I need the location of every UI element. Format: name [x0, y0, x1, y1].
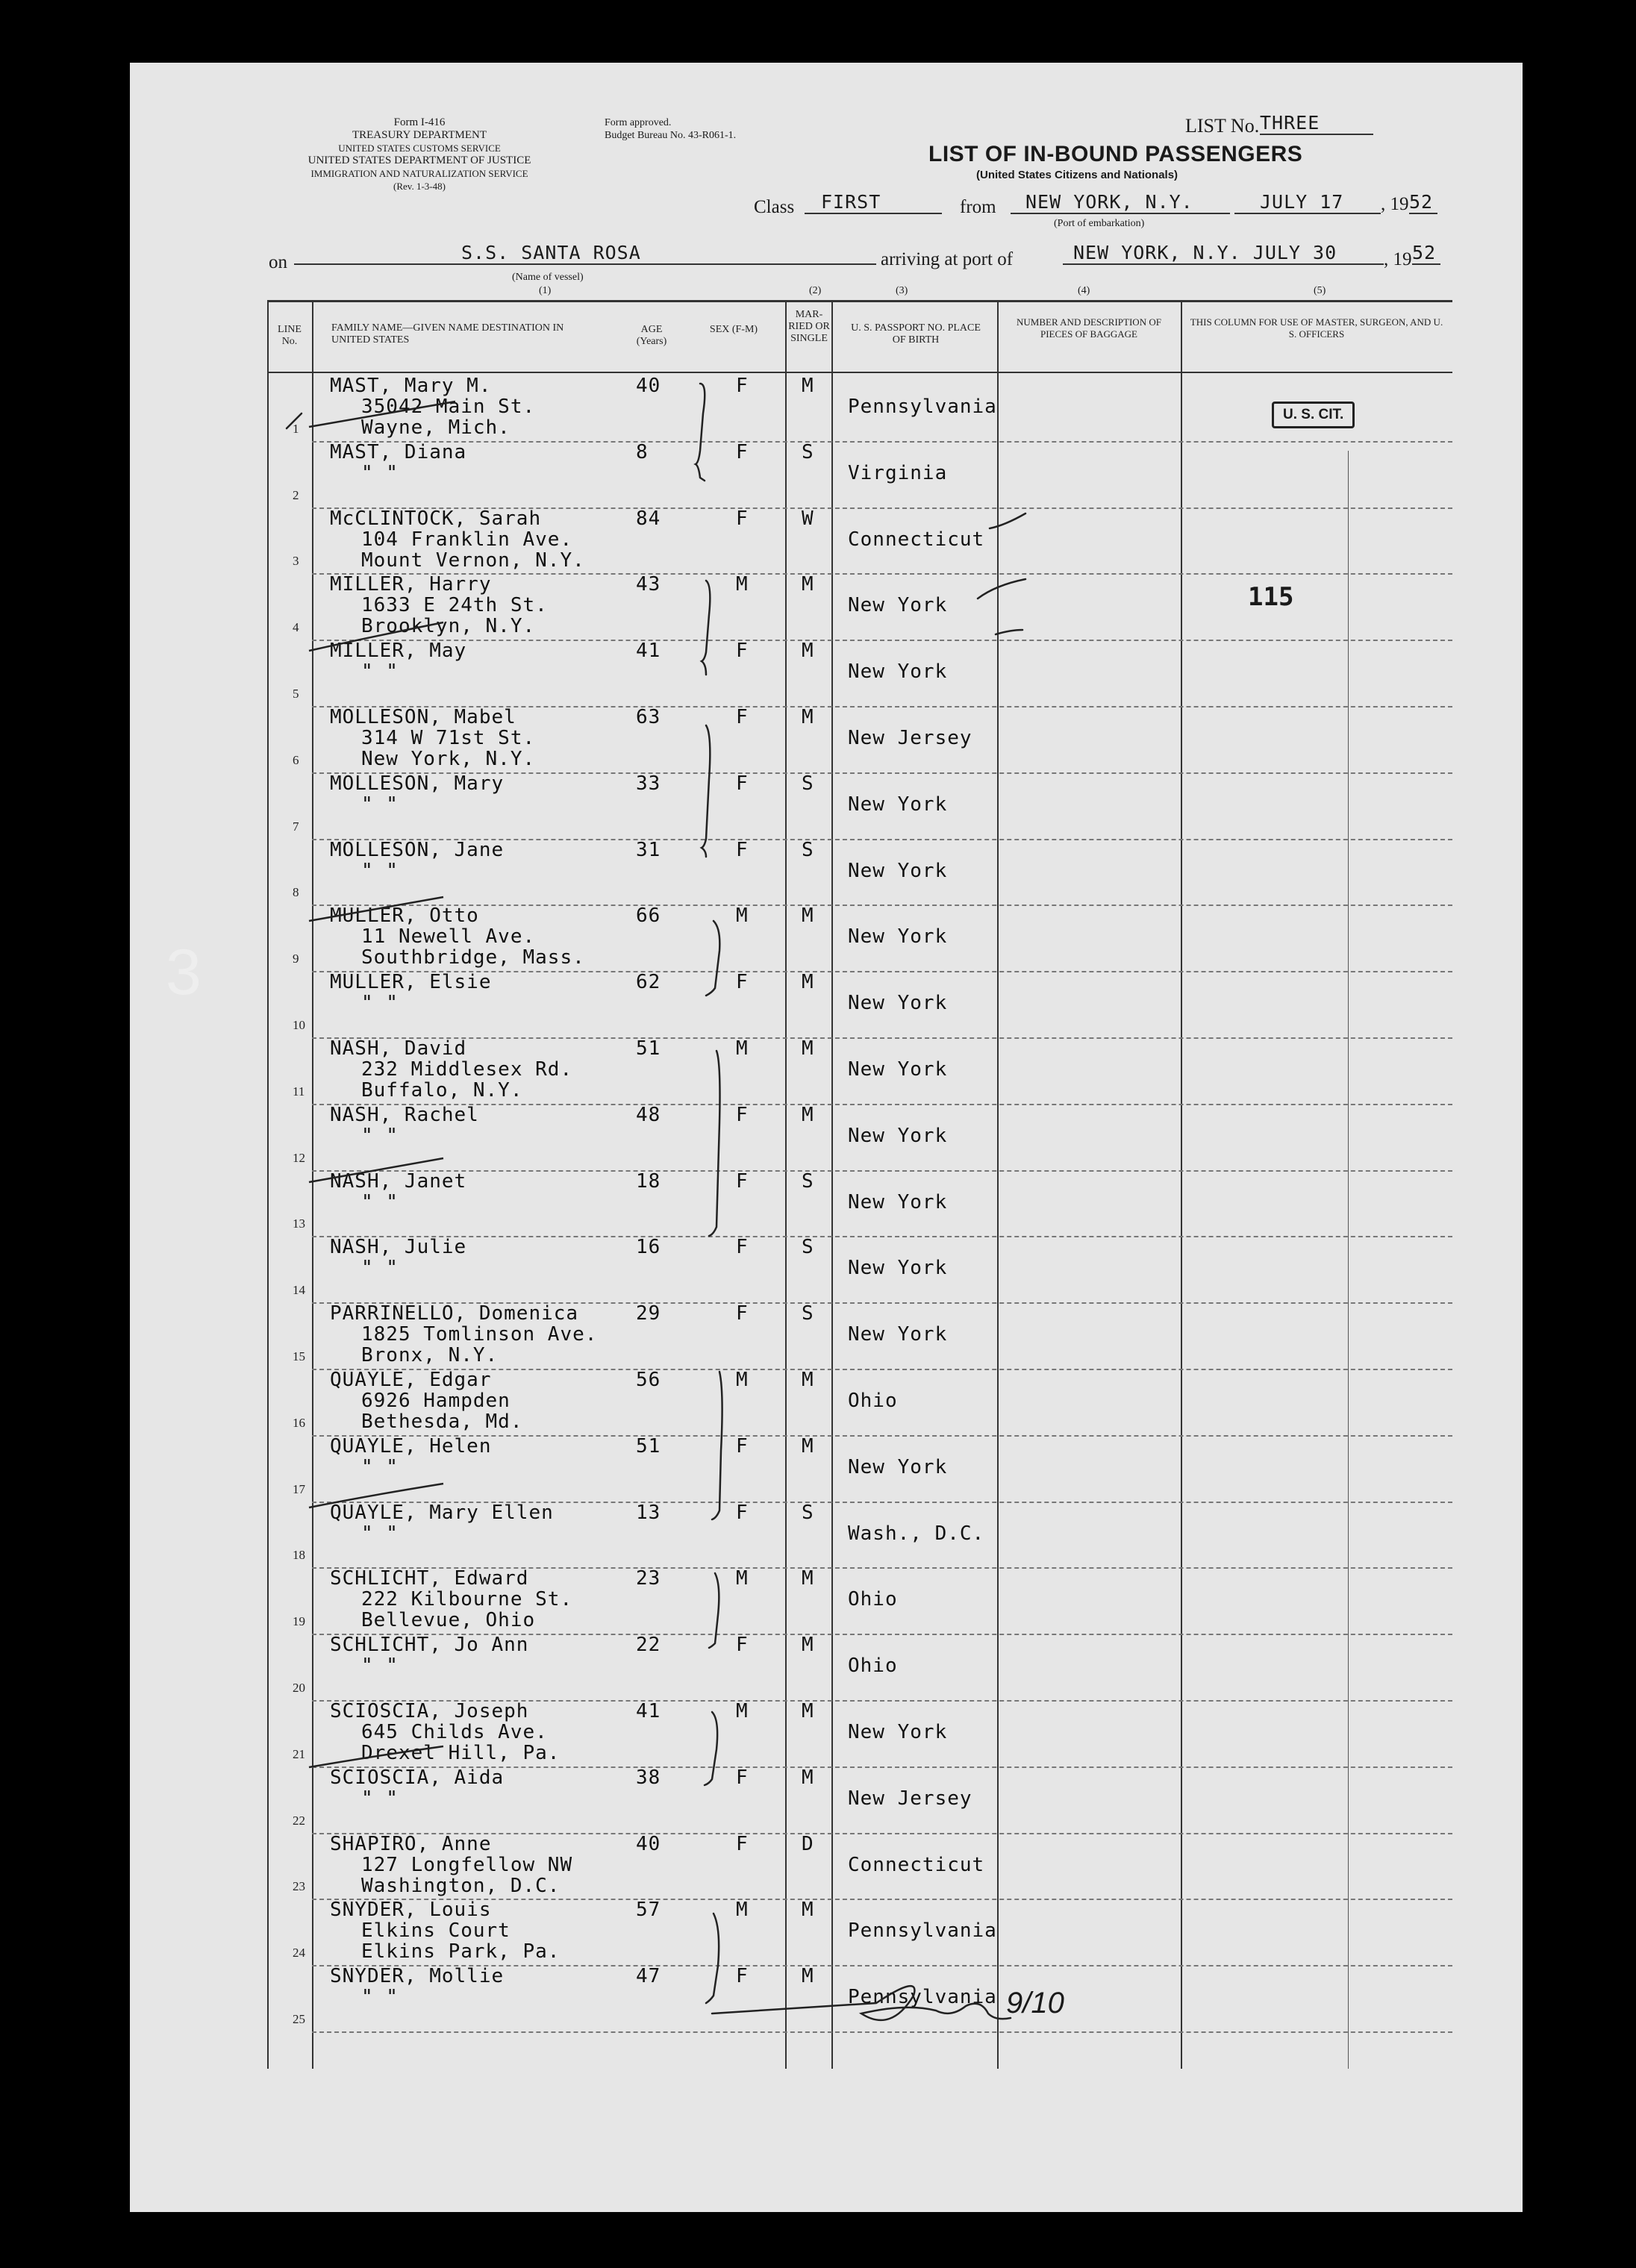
passenger-age: 48: [636, 1103, 661, 1126]
place-of-birth: New Jersey: [848, 727, 972, 749]
list-number: THREE: [1260, 112, 1373, 135]
passenger-sex: F: [736, 706, 749, 728]
passenger-sex: M: [736, 1369, 749, 1391]
brace-quayle: [712, 1372, 722, 1519]
passenger-name: QUAYLE, Mary Ellen: [330, 1501, 554, 1524]
passenger-sex: F: [736, 640, 749, 663]
class-label: Class: [754, 197, 795, 217]
marital-status: M: [802, 1899, 814, 1922]
budget-bureau: Budget Bureau No. 43-R061-1.: [605, 130, 737, 141]
passenger-sex: F: [736, 838, 749, 861]
col5-caption: (5): [1314, 285, 1326, 296]
marital-status: S: [802, 772, 814, 795]
line-number: 18: [293, 1548, 305, 1563]
marital-status: M: [802, 1567, 814, 1590]
marital-status: M: [802, 706, 814, 728]
passenger-sex: F: [736, 1434, 749, 1458]
line-number: 16: [293, 1415, 305, 1430]
place-of-birth: New York: [848, 1124, 948, 1147]
header-age: AGE (Years): [636, 324, 667, 347]
passenger-name: MILLER, Harry: [330, 573, 492, 596]
brace-nash: [709, 1051, 720, 1236]
passenger-age: 22: [636, 1634, 661, 1657]
address-line-1: " ": [361, 859, 399, 882]
line-number: 25: [293, 2012, 305, 2026]
passenger-name: SNYDER, Louis: [330, 1899, 492, 1922]
departure-year-prefix: , 19: [1381, 194, 1409, 214]
strike-mark: [309, 1484, 443, 1508]
address-line-1: 127 Longfellow NW: [361, 1853, 573, 1876]
passenger-sex: F: [736, 507, 749, 530]
place-of-birth: New York: [848, 660, 948, 684]
place-of-birth: Connecticut: [848, 528, 985, 551]
place-of-birth: Connecticut: [848, 1853, 985, 1876]
place-of-birth: New York: [848, 1721, 948, 1743]
header-baggage: NUMBER AND DESCRIPTION OF PIECES OF BAGGAGE: [1017, 316, 1161, 340]
brace-miller: [702, 581, 710, 675]
dept-ins: IMMIGRATION AND NATURALIZATION SERVICE: [310, 168, 528, 179]
form-approved: Form approved.: [605, 117, 672, 128]
passenger-age: 38: [636, 1766, 661, 1789]
signature-date: 9/10: [1006, 1987, 1064, 2019]
marital-status: M: [802, 640, 814, 663]
list-number-label: LIST No.: [1185, 115, 1260, 137]
address-line-2: Bethesda, Md.: [361, 1411, 523, 1433]
place-of-birth: New York: [848, 925, 948, 949]
address-line-2: Wayne, Mich.: [361, 416, 511, 439]
address-line-1: " ": [361, 1787, 399, 1810]
address-line-1: " ": [361, 1190, 399, 1213]
from-label: from: [960, 197, 996, 217]
brace-molleson: [702, 725, 710, 857]
strike-mark: [309, 897, 443, 921]
departure-date: JULY 17: [1234, 191, 1381, 214]
place-of-birth: New York: [848, 1190, 948, 1213]
marital-status: M: [802, 1634, 814, 1657]
passenger-name: MULLER, Elsie: [330, 971, 492, 994]
address-line-1: " ": [361, 660, 399, 684]
passenger-name: MULLER, Otto: [330, 905, 479, 928]
passenger-count: 115: [1248, 582, 1294, 612]
address-line-1: Elkins Court: [361, 1919, 511, 1943]
address-line-2: Washington, D.C.: [361, 1874, 561, 1897]
line-number: 11: [293, 1084, 305, 1099]
address-line-2: Brooklyn, N.Y.: [361, 615, 536, 638]
passenger-name: MOLLESON, Jane: [330, 838, 505, 861]
vessel-name: S.S. SANTA ROSA: [294, 242, 876, 265]
address-line-1: 1633 E 24th St.: [361, 594, 548, 617]
place-of-birth: Pennsylvania: [848, 1919, 997, 1943]
place-of-birth: Virginia: [848, 461, 948, 484]
passenger-sex: F: [736, 1103, 749, 1126]
passenger-age: 41: [636, 640, 661, 663]
place-of-birth: Ohio: [848, 1655, 898, 1678]
line-number: 4: [293, 620, 299, 635]
address-line-2: New York, N.Y.: [361, 748, 536, 770]
address-line-2: Buffalo, N.Y.: [361, 1079, 523, 1102]
address-line-2: Bronx, N.Y.: [361, 1344, 499, 1367]
marital-status: M: [802, 1766, 814, 1789]
passenger-sex: M: [736, 1899, 749, 1922]
passenger-sex: F: [736, 375, 749, 397]
address-line-1: " ": [361, 1655, 399, 1678]
strike-mark: [309, 622, 443, 651]
strike-mark: [309, 1746, 443, 1767]
signature: [712, 1986, 1011, 2020]
marital-status: M: [802, 1434, 814, 1458]
marital-status: M: [802, 375, 814, 397]
manifest-page: [130, 63, 1523, 2212]
address-line-1: 6926 Hampden: [361, 1390, 511, 1412]
passenger-name: MILLER, May: [330, 640, 467, 663]
address-line-1: " ": [361, 793, 399, 816]
passenger-age: 43: [636, 573, 661, 596]
arrival-year-prefix: , 19: [1384, 249, 1412, 269]
col3-caption: (3): [896, 285, 908, 296]
embarkation-port: NEW YORK, N.Y.: [1011, 191, 1230, 214]
passenger-sex: F: [736, 1302, 749, 1325]
address-line-1: " ": [361, 992, 399, 1015]
address-line-1: " ": [361, 1124, 399, 1147]
form-revision: (Rev. 1-3-48): [393, 181, 446, 192]
on-label: on: [269, 252, 287, 272]
passenger-sex: F: [736, 1832, 749, 1855]
passenger-name: NASH, Julie: [330, 1236, 467, 1259]
passenger-name: NASH, Janet: [330, 1169, 467, 1193]
passenger-sex: F: [736, 1766, 749, 1789]
passenger-age: 56: [636, 1369, 661, 1391]
line-number: 19: [293, 1614, 305, 1629]
marital-status: S: [802, 1236, 814, 1259]
line-number: 3: [293, 554, 299, 569]
address-line-2: Elkins Park, Pa.: [361, 1940, 561, 1964]
passenger-age: 51: [636, 1037, 661, 1060]
passenger-name: MAST, Diana: [330, 440, 467, 463]
brace-schlicht: [709, 1573, 719, 1648]
passenger-sex: F: [736, 772, 749, 795]
col1-caption: (1): [539, 285, 552, 296]
marital-status: M: [802, 1700, 814, 1722]
brace-scioscia: [705, 1712, 717, 1785]
marital-status: M: [802, 905, 814, 928]
passenger-name: MOLLESON, Mabel: [330, 706, 516, 728]
address-line-2: Bellevue, Ohio: [361, 1609, 536, 1632]
place-of-birth: Ohio: [848, 1588, 898, 1611]
place-of-birth: New York: [848, 1058, 948, 1081]
col2-caption: (2): [809, 285, 822, 296]
dept-justice: UNITED STATES DEPARTMENT OF JUSTICE: [307, 154, 531, 166]
passenger-age: 66: [636, 905, 661, 928]
brace-mast: [696, 384, 705, 481]
passenger-name: QUAYLE, Edgar: [330, 1369, 492, 1391]
passenger-sex: M: [736, 1567, 749, 1590]
passenger-age: 57: [636, 1899, 661, 1922]
line-number: 1: [293, 421, 299, 436]
handwritten-marks: [130, 63, 1523, 2212]
passenger-age: 47: [636, 1965, 661, 1988]
passenger-sex: F: [736, 1169, 749, 1193]
line-number: 22: [293, 1813, 305, 1828]
marital-status: M: [802, 1369, 814, 1391]
passenger-age: 18: [636, 1169, 661, 1193]
address-line-1: " ": [361, 1986, 399, 2009]
line-number: 23: [293, 1879, 305, 1894]
line-number: 5: [293, 687, 299, 701]
passenger-name: NASH, Rachel: [330, 1103, 479, 1126]
address-line-2: Mount Vernon, N.Y.: [361, 549, 585, 572]
passenger-name: NASH, David: [330, 1037, 467, 1060]
passenger-age: 40: [636, 1832, 661, 1855]
address-line-1: 104 Franklin Ave.: [361, 528, 573, 551]
marital-status: S: [802, 1501, 814, 1524]
col4-caption: (4): [1078, 285, 1090, 296]
departure-year: 52: [1409, 191, 1437, 214]
check-mark: [990, 513, 1025, 528]
check-mark: [996, 630, 1022, 634]
line-number: 17: [293, 1481, 305, 1496]
place-of-birth: Pennsylvania: [848, 1986, 997, 2009]
brace-snyder: [706, 1914, 719, 2003]
passenger-age: 84: [636, 507, 661, 530]
passenger-sex: M: [736, 1700, 749, 1722]
strike-mark: [309, 1158, 443, 1182]
address-line-1: 11 Newell Ave.: [361, 925, 536, 949]
passenger-age: 8: [636, 440, 649, 463]
line-number: 12: [293, 1150, 305, 1165]
line-number: 10: [293, 1018, 305, 1032]
passenger-age: 51: [636, 1434, 661, 1458]
place-of-birth: New York: [848, 1455, 948, 1478]
passenger-name: SNYDER, Mollie: [330, 1965, 505, 1988]
line-number: 21: [293, 1746, 305, 1761]
us-citizen-stamp: U. S. CIT.: [1272, 402, 1355, 428]
passenger-age: 63: [636, 706, 661, 728]
header-name: FAMILY NAME—GIVEN NAME DESTINATION IN UNITED STATES: [331, 322, 564, 346]
place-of-birth: Wash., D.C.: [848, 1522, 985, 1545]
address-line-1: 232 Middlesex Rd.: [361, 1058, 573, 1081]
passenger-sex: M: [736, 905, 749, 928]
line-number: 24: [293, 1946, 305, 1961]
passenger-sex: F: [736, 440, 749, 463]
line-number: 14: [293, 1283, 305, 1298]
passenger-sex: F: [736, 1236, 749, 1259]
margin-tick: [287, 413, 302, 428]
place-of-birth: New York: [848, 859, 948, 882]
passenger-sex: F: [736, 1634, 749, 1657]
marital-status: S: [802, 838, 814, 861]
address-line-1: 1825 Tomlinson Ave.: [361, 1323, 598, 1346]
passenger-age: 29: [636, 1302, 661, 1325]
place-of-birth: New York: [848, 1323, 948, 1346]
header-married: MAR- RIED OR SINGLE: [788, 309, 830, 344]
passenger-age: 23: [636, 1567, 661, 1590]
passenger-name: SCHLICHT, Jo Ann: [330, 1634, 529, 1657]
marital-status: M: [802, 1103, 814, 1126]
passenger-age: 40: [636, 375, 661, 397]
passenger-sex: M: [736, 1037, 749, 1060]
class-value: FIRST: [805, 191, 942, 214]
place-of-birth: New York: [848, 793, 948, 816]
passenger-name: SCIOSCIA, Joseph: [330, 1700, 529, 1722]
passenger-age: 41: [636, 1700, 661, 1722]
passenger-age: 31: [636, 838, 661, 861]
header-officers: THIS COLUMN FOR USE OF MASTER, SURGEON, AND U. S. OFFICERS: [1190, 316, 1443, 340]
line-number: 9: [293, 952, 299, 966]
address-line-1: 35042 Main St.: [361, 396, 536, 418]
address-line-1: " ": [361, 1522, 399, 1545]
marital-status: M: [802, 1037, 814, 1060]
passenger-age: 16: [636, 1236, 661, 1259]
passenger-name: McCLINTOCK, Sarah: [330, 507, 542, 530]
strike-mark: [309, 402, 455, 427]
marital-status: S: [802, 1302, 814, 1325]
line-number: 13: [293, 1216, 305, 1231]
address-line-1: " ": [361, 461, 399, 484]
form-number: Form I-416: [393, 116, 446, 128]
line-number: 7: [293, 819, 299, 834]
check-mark: [978, 579, 1025, 599]
dept-customs: UNITED STATES CUSTOMS SERVICE: [338, 143, 501, 154]
page-subtitle: (United States Citizens and Nationals): [976, 169, 1178, 181]
passenger-name: MAST, Mary M.: [330, 375, 492, 397]
arrival-port-date: NEW YORK, N.Y. JULY 30: [1063, 242, 1384, 265]
dept-treasury: TREASURY DEPARTMENT: [352, 129, 487, 141]
line-number: 2: [293, 487, 299, 502]
marital-status: M: [802, 1965, 814, 1988]
passenger-sex: F: [736, 1501, 749, 1524]
header-passport: U. S. PASSPORT NO. PLACE OF BIRTH: [851, 322, 981, 346]
arrival-year: 52: [1412, 242, 1440, 265]
brace-muller: [706, 921, 719, 996]
line-number: 8: [293, 885, 299, 900]
place-of-birth: New Jersey: [848, 1787, 972, 1810]
passenger-name: MOLLESON, Mary: [330, 772, 505, 795]
header-sex: SEX (F-M): [709, 324, 758, 335]
address-line-1: " ": [361, 1455, 399, 1478]
vessel-caption: (Name of vessel): [512, 272, 584, 283]
arriving-label: arriving at port of: [881, 249, 1014, 269]
passenger-age: 33: [636, 772, 661, 795]
passenger-sex: F: [736, 1965, 749, 1988]
address-line-1: 314 W 71st St.: [361, 727, 536, 749]
page-title: LIST OF IN-BOUND PASSENGERS: [928, 142, 1303, 166]
place-of-birth: Ohio: [848, 1390, 898, 1412]
place-of-birth: New York: [848, 1257, 948, 1280]
port-caption: (Port of embarkation): [1054, 218, 1145, 229]
passenger-age: 62: [636, 971, 661, 994]
passenger-name: SCHLICHT, Edward: [330, 1567, 529, 1590]
marital-status: M: [802, 971, 814, 994]
line-number: 6: [293, 752, 299, 767]
passenger-name: PARRINELLO, Domenica: [330, 1302, 579, 1325]
address-line-2: Southbridge, Mass.: [361, 946, 585, 969]
passenger-name: SHAPIRO, Anne: [330, 1832, 492, 1855]
passenger-name: SCIOSCIA, Aida: [330, 1766, 505, 1789]
marital-status: D: [802, 1832, 814, 1855]
address-line-2: Drexel Hill, Pa.: [361, 1742, 561, 1764]
place-of-birth: Pennsylvania: [848, 396, 997, 418]
marital-status: S: [802, 440, 814, 463]
line-number: 15: [293, 1349, 305, 1363]
marital-status: M: [802, 573, 814, 596]
address-line-1: " ": [361, 1257, 399, 1280]
place-of-birth: New York: [848, 594, 948, 617]
passenger-sex: M: [736, 573, 749, 596]
marital-status: S: [802, 1169, 814, 1193]
address-line-1: 645 Childs Ave.: [361, 1721, 548, 1743]
marital-status: W: [802, 507, 814, 530]
place-of-birth: New York: [848, 992, 948, 1015]
line-number: 20: [293, 1681, 305, 1695]
passenger-sex: F: [736, 971, 749, 994]
margin-mark: 3: [166, 937, 202, 1008]
passenger-age: 13: [636, 1501, 661, 1524]
address-line-1: 222 Kilbourne St.: [361, 1588, 573, 1611]
header-line-no: LINE No.: [278, 324, 302, 347]
passenger-name: QUAYLE, Helen: [330, 1434, 492, 1458]
